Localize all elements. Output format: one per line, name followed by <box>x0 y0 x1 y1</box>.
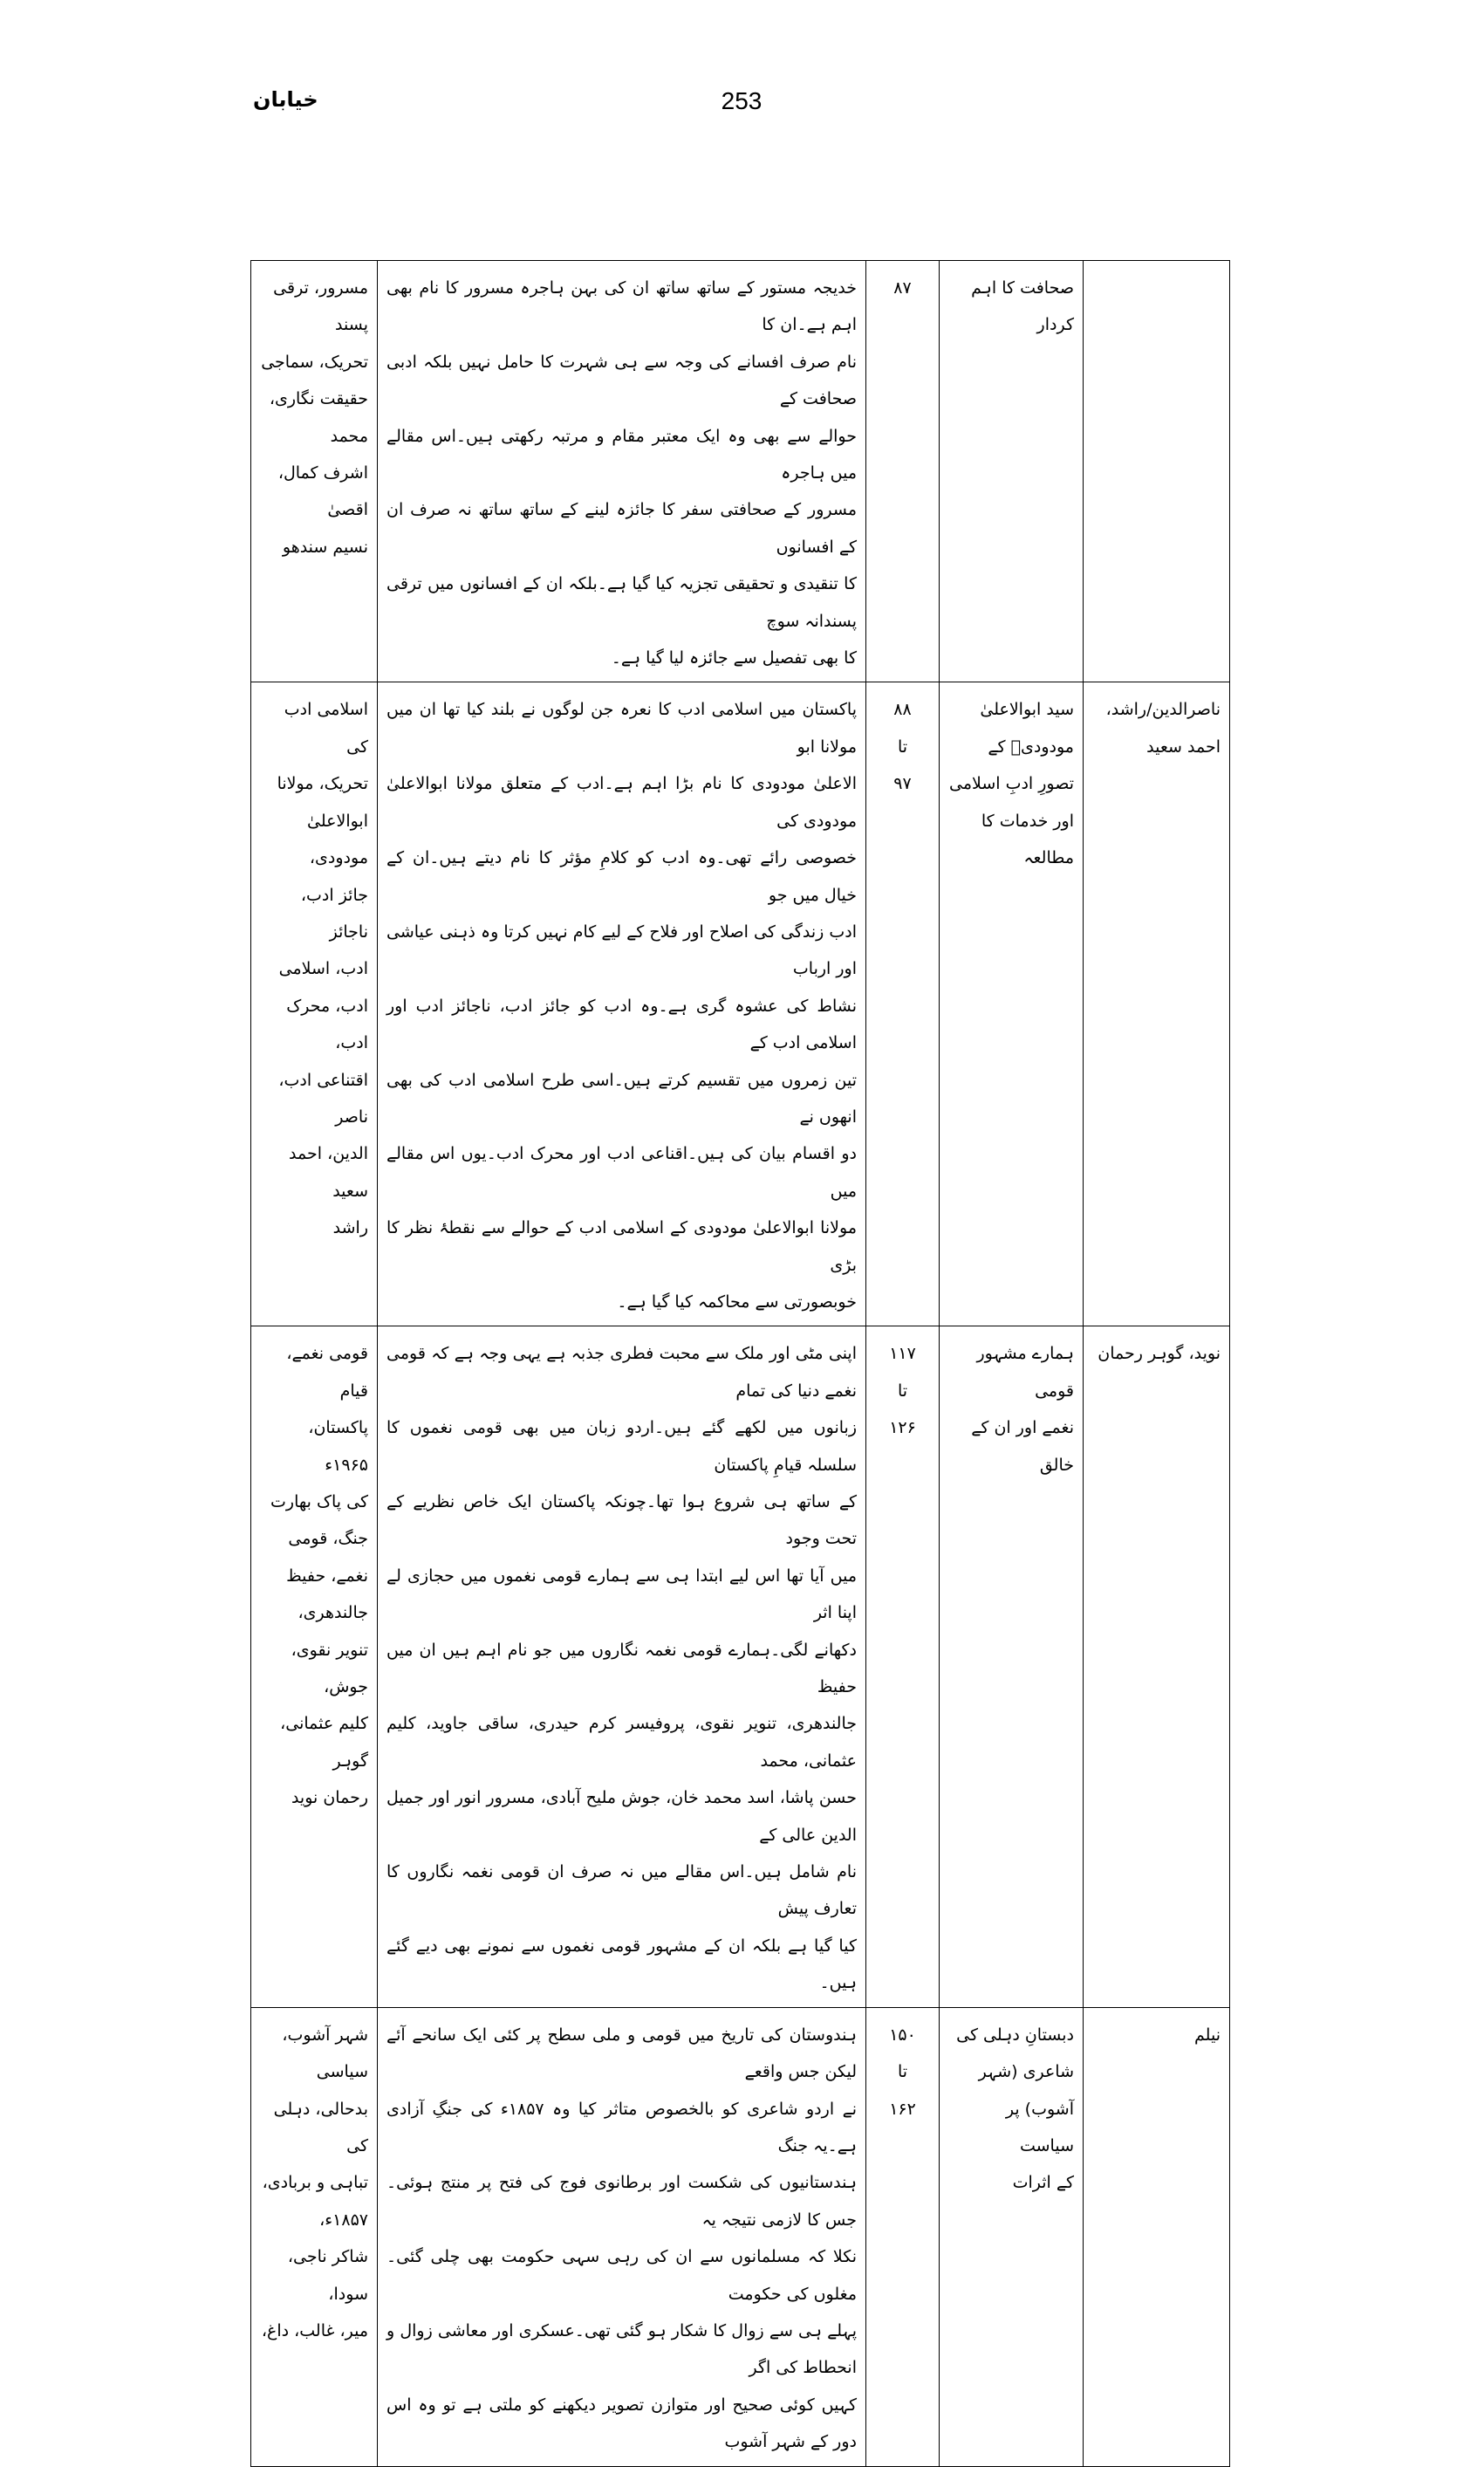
title-line: خالق <box>1039 1455 1074 1475</box>
title-line: کے اثرات <box>1012 2173 1074 2193</box>
summary-line: مسرور کے صحافتی سفر کا جائزہ لینے کے ساتھ ساتھ نہ صرف ان کے افسانوں <box>386 500 857 557</box>
summary-line: پہلے ہی سے زوال کا شکار ہو گئی تھی۔عسکری اور معاشی زوال و انحطاط کی اگر <box>386 2320 857 2378</box>
summary-cell <box>378 682 866 1326</box>
pages-line: ۱۵۰ <box>889 2025 916 2045</box>
page-number: 253 <box>721 87 763 114</box>
title-line: صحافت کا اہم کردار <box>971 278 1074 335</box>
summary-cell <box>378 261 866 682</box>
summary-line: جالندھری، تنویر نقوی، پروفیسر کرم حیدری، ساقی جاوید، کلیم عثمانی، محمد <box>386 1714 857 1771</box>
summary-line: زبانوں میں لکھے گئے ہیں۔اردو زبان میں بھی قومی نغموں کا سلسلہ قیامِ پاکستان <box>386 1418 857 1475</box>
pages-line: تا <box>897 737 908 757</box>
summary-cell <box>378 1326 866 2007</box>
keywords-line: بدحالی، دہلی کی <box>273 2099 368 2155</box>
summary-line: نے اردو شاعری کو بالخصوص متاثر کیا وہ ۱۸۵۷ء کی جنگِ آزادی ہے۔یہ جنگ <box>386 2099 857 2155</box>
title-cell <box>940 1326 1084 2007</box>
keywords-line: قومی نغمے، قیام <box>286 1344 368 1401</box>
author-cell <box>1084 682 1230 1326</box>
summary-line: دکھانے لگی۔ہمارے قومی نغمہ نگاروں میں جو نام اہم ہیں ان میں حفیظ <box>386 1640 857 1697</box>
summary-line: دو اقسام بیان کی ہیں۔اقناعی ادب اور محرک ادب۔یوں اس مقالے میں <box>386 1144 857 1201</box>
keywords-line: ادب، اسلامی <box>278 959 368 979</box>
table-row <box>251 1326 1230 2007</box>
keywords-line: حقیقت نگاری، محمد <box>269 389 368 446</box>
title-cell <box>940 261 1084 682</box>
author-cell <box>1084 1326 1230 2007</box>
author-cell <box>1084 261 1230 682</box>
keywords-line: اشرف کمال، اقصیٰ <box>277 463 368 520</box>
keywords-line: اسلامی ادب کی <box>284 700 368 757</box>
summary-line: پاکستان میں اسلامی ادب کا نعرہ جن لوگوں نے بلند کیا تھا ان میں مولانا ابو <box>386 700 857 757</box>
summary-line: کے ساتھ ہی شروع ہوا تھا۔چونکہ پاکستان ایک خاص نظریے کے تحت وجود <box>386 1492 857 1549</box>
keywords-line: مسرور، ترقی پسند <box>273 278 368 335</box>
keywords-line: جالندھری، <box>297 1603 368 1623</box>
summary-line: حسن پاشا، اسد محمد خان، جوش ملیح آبادی، مسرور انور اور جمیل الدین عالی کے <box>386 1788 857 1845</box>
summary-line: الاعلیٰ مودودی کا نام بڑا اہم ہے۔ادب کے متعلق مولانا ابوالاعلیٰ مودودی کی <box>386 774 857 831</box>
summary-line: ہندوستان کی تاریخ میں قومی و ملی سطح پر کئی ایک سانحے آئے لیکن جس واقعے <box>386 2025 857 2082</box>
table-body <box>251 261 1230 2467</box>
keywords-line: ۱۸۵۷ء، <box>319 2210 368 2230</box>
title-line: مطالعہ <box>1023 848 1074 868</box>
keywords-line: ادب، محرک ادب، <box>286 996 368 1053</box>
summary-line: خدیجہ مستور کے ساتھ ساتھ ان کی بہن ہاجرہ مسرور کا نام بھی اہم ہے۔ان کا <box>386 278 857 335</box>
keywords-line: جائز ادب، ناجائز <box>300 885 368 942</box>
pages-cell <box>866 682 940 1326</box>
pages-line: تا <box>897 2062 908 2082</box>
keywords-line: کلیم عثمانی، گوہر <box>280 1714 368 1771</box>
title-line: شاعری (شہر <box>978 2062 1074 2082</box>
keywords-line: شہر آشوب، سیاسی <box>282 2025 368 2082</box>
keywords-line: کی پاک بھارت <box>270 1492 368 1511</box>
author-line: ناصرالدین/راشد، <box>1105 700 1221 720</box>
summary-line: نام صرف افسانے کی وجہ سے ہی شہرت کا حامل نہیں بلکہ ادبی صحافت کے <box>386 352 857 409</box>
keywords-line: نسیم سندھو <box>282 537 368 557</box>
summary-line: ہندستانیوں کی شکست اور برطانوی فوج کی فتح پر منتج ہوئی۔ جس کا لازمی نتیجہ یہ <box>386 2173 857 2230</box>
pages-line: ۱۶۲ <box>889 2099 916 2119</box>
title-line: مودودیؒ کے <box>988 737 1074 757</box>
title-line: آشوب) پر سیاست <box>1005 2099 1074 2155</box>
pages-line: ۹۷ <box>893 774 912 794</box>
keywords-line: شاکر ناجی، سودا، <box>287 2247 368 2304</box>
summary-line: کیا گیا ہے بلکہ ان کے مشہور قومی نغموں سے نمونے بھی دیے گئے ہیں۔ <box>386 1936 857 1993</box>
summary-line: مولانا ابوالاعلیٰ مودودی کے اسلامی ادب کے حوالے سے نقطۂ نظر کا بڑی <box>386 1218 857 1275</box>
title-line: تصورِ ادبِ اسلامی <box>948 774 1074 794</box>
table-row <box>251 261 1230 682</box>
summary-line: ادب زندگی کی اصلاح اور فلاح کے لیے کام نہیں کرتا وہ ذہنی عیاشی اور ارباب <box>386 922 857 979</box>
title-line: دبستانِ دہلی کی <box>956 2025 1074 2045</box>
summary-line: میں آیا تھا اس لیے ابتدا ہی سے ہمارے قومی نغموں میں حجازی لے اپنا اثر <box>386 1566 857 1623</box>
pages-cell <box>866 1326 940 2007</box>
keywords-line: رحمان نوید <box>291 1788 368 1808</box>
keywords-cell <box>251 2007 378 2466</box>
summary-line: خوبصورتی سے محاکمہ کیا گیا ہے۔ <box>617 1292 857 1312</box>
keywords-line: اقتناعی ادب، ناصر <box>278 1070 368 1127</box>
summary-line: نکلا کہ مسلمانوں سے ان کی رہی سہی حکومت بھی چلی گئی۔مغلوں کی حکومت <box>386 2247 857 2304</box>
pages-line: ۸۷ <box>893 278 912 298</box>
author-line: احمد سعید <box>1146 737 1221 757</box>
author-line: نیلم <box>1194 2025 1221 2045</box>
pages-line: ۱۲۶ <box>889 1418 916 1438</box>
keywords-line: تباہی و بربادی، <box>262 2173 368 2193</box>
keywords-line: پاکستان، ۱۹۶۵ء <box>308 1418 368 1475</box>
keywords-line: جنگ، قومی <box>288 1529 368 1549</box>
summary-line: حوالے سے بھی وہ ایک معتبر مقام و مرتبہ رکھتی ہیں۔اس مقالے میں ہاجرہ <box>386 426 857 483</box>
pages-line: ۸۸ <box>893 700 912 720</box>
summary-line: تین زمروں میں تقسیم کرتے ہیں۔اسی طرح اسلامی ادب کی بھی انھوں نے <box>386 1070 857 1127</box>
summary-line: خصوصی رائے تھی۔وہ ادب کو کلامِ مؤثر کا نام دیتے ہیں۔ان کے خیال میں جو <box>386 848 857 905</box>
journal-name: خیابان <box>253 87 318 112</box>
author-cell <box>1084 2007 1230 2466</box>
title-line: ہمارے مشہور قومی <box>976 1344 1074 1401</box>
keywords-line: نغمے، حفیظ <box>286 1566 368 1586</box>
keywords-cell <box>251 261 378 682</box>
summary-line: کا تنقیدی و تحقیقی تجزیہ کیا گیا ہے۔بلکہ ان کے افسانوں میں ترقی پسندانہ سوچ <box>386 574 857 631</box>
keywords-line: راشد <box>332 1218 368 1238</box>
pages-line: ۱۱۷ <box>889 1344 916 1364</box>
title-line: نغمے اور ان کے <box>971 1418 1074 1438</box>
keywords-line: ابوالاعلیٰ مودودی، <box>307 811 368 868</box>
author-line: نوید، گوہر رحمان <box>1098 1344 1221 1364</box>
article-index-table <box>250 260 1230 2467</box>
keywords-line: تحریک، سماجی <box>261 352 368 372</box>
summary-cell <box>378 2007 866 2466</box>
summary-line: نشاط کی عشوہ گری ہے۔وہ ادب کو جائز ادب، ناجائز ادب اور اسلامی ادب کے <box>386 996 857 1053</box>
keywords-line: تحریک، مولانا <box>277 774 368 794</box>
summary-line: کا بھی تفصیل سے جائزہ لیا گیا ہے۔ <box>611 648 857 668</box>
table-row <box>251 682 1230 1326</box>
title-cell <box>940 682 1084 1326</box>
pages-cell <box>866 2007 940 2466</box>
title-line: اور خدمات کا <box>981 811 1074 831</box>
pages-cell <box>866 261 940 682</box>
title-cell <box>940 2007 1084 2466</box>
summary-line: اپنی مٹی اور ملک سے محبت فطری جذبہ ہے یہی وجہ ہے کہ قومی نغمے دنیا کی تمام <box>386 1344 857 1401</box>
summary-line: نام شامل ہیں۔اس مقالے میں نہ صرف ان قومی نغمہ نگاروں کا تعارف پیش <box>386 1862 857 1919</box>
title-line: سید ابوالاعلیٰ <box>980 700 1074 720</box>
pages-line: تا <box>897 1381 908 1401</box>
keywords-line: تنویر نقوی، جوش، <box>291 1640 368 1697</box>
keywords-line: الدین، احمد سعید <box>289 1144 368 1201</box>
keywords-line: میر، غالب، داغ، <box>261 2320 368 2340</box>
keywords-cell <box>251 682 378 1326</box>
summary-line: کہیں کوئی صحیح اور متوازن تصویر دیکھنے کو ملتی ہے تو وہ اس دور کے شہر آشوب <box>386 2395 857 2452</box>
keywords-cell <box>251 1326 378 2007</box>
table-row <box>251 2007 1230 2466</box>
